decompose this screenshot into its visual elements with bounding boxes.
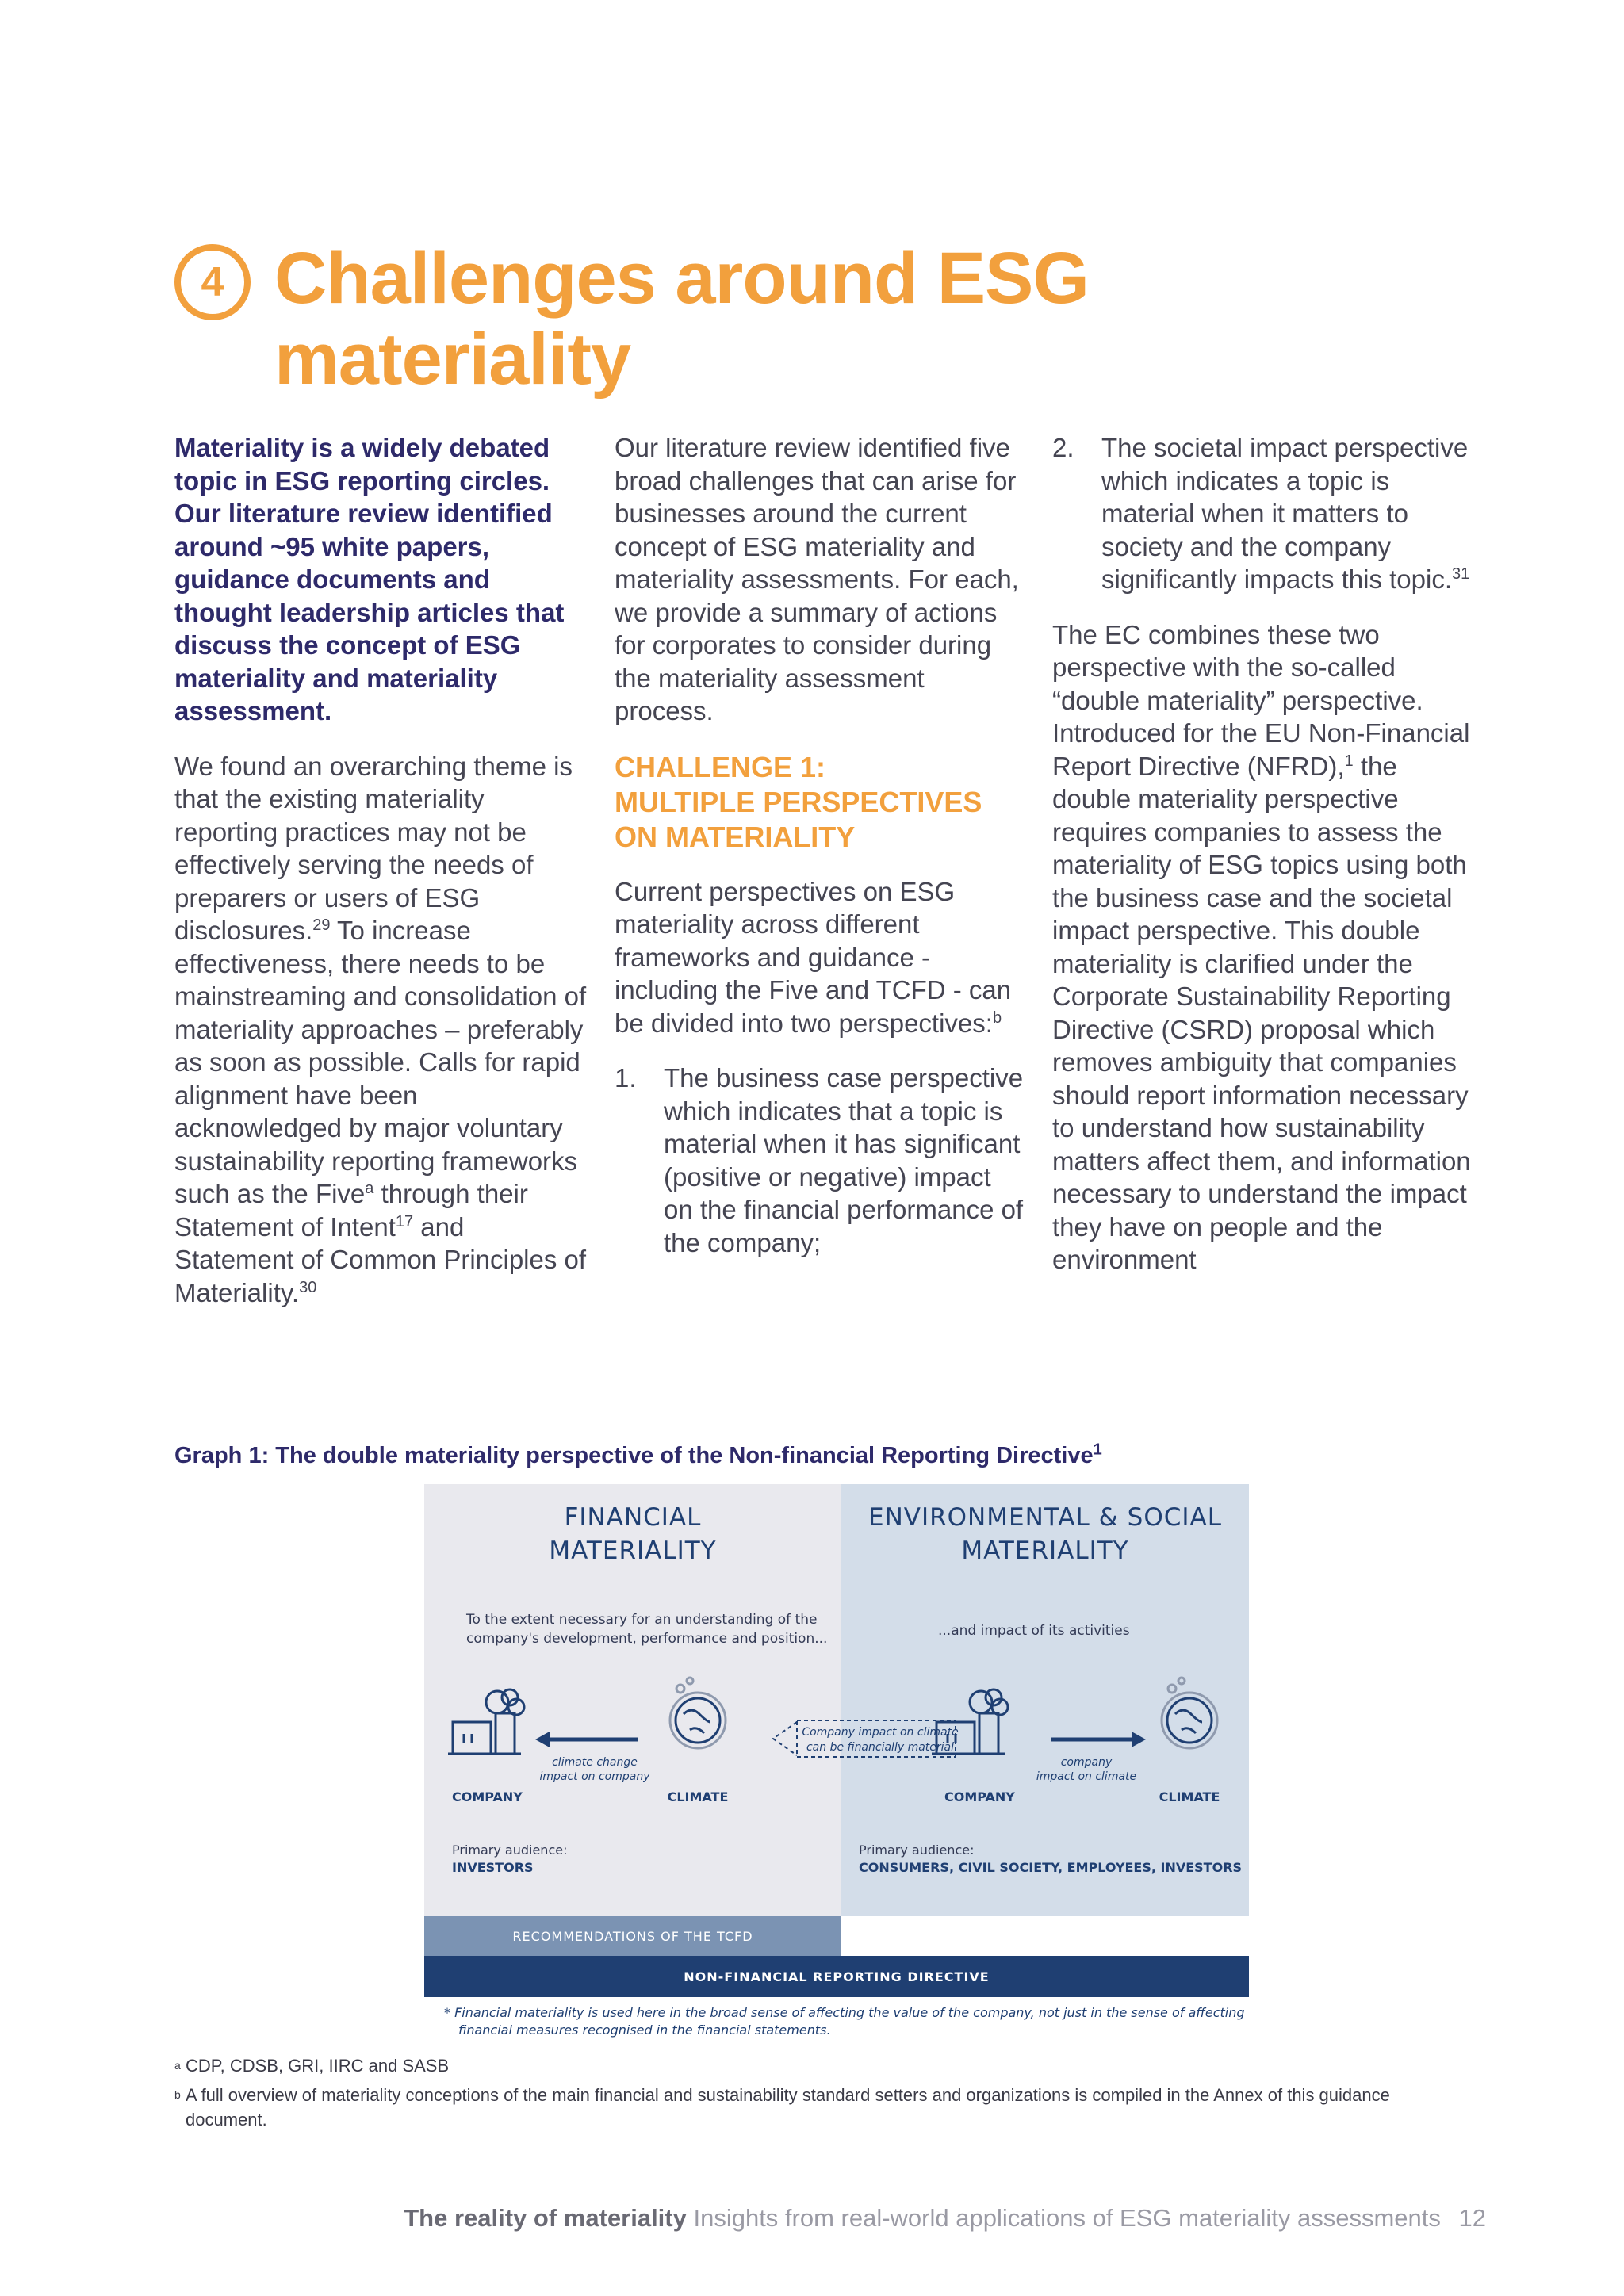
challenge-heading-line: ON MATERIALITY	[615, 820, 856, 853]
right-audience: CONSUMERS, CIVIL SOCIETY, EMPLOYEES, INVESTORS	[859, 1860, 1243, 1875]
text-run: the double materiality perspective requires companies to assess the materiality of ESG topics using both the business case and the societal impact perspective. This double materiality is clarified under the Corporate Sustainability Reporting Directive (CSRD) proposal which removes ambiguity that companies should report information necessary to understand how sustainability matters affect them, and information necessary to understand the impact they have on people and the environment	[1052, 751, 1471, 1274]
audience-label: Primary audience:	[859, 1843, 975, 1858]
footnote-marker: b	[992, 1008, 1002, 1027]
tcfd-bar-label: RECOMMENDATIONS OF THE TCFD	[512, 1929, 753, 1944]
footnote	[174, 2083, 1443, 2132]
reference-marker: 30	[299, 1278, 317, 1296]
title-line-2: materiality	[274, 319, 631, 400]
list-number: 1.	[615, 1063, 637, 1093]
text-run: To increase effectiveness, there needs to be mainstreaming and consolidation of materiality approaches – preferably as soon as possible. Calls for rapid alignment have been acknowledged by major voluntary sustainability reporting frameworks such as the Five	[174, 916, 587, 1208]
climate-label: CLIMATE	[667, 1789, 729, 1804]
left-audience: INVESTORS	[452, 1860, 534, 1875]
arrow-right-label: company	[1060, 1756, 1113, 1769]
reference-marker: 17	[395, 1212, 414, 1230]
arrow-left-label: climate change	[552, 1756, 638, 1769]
footnote-text: A full overview of materiality conceptions of the main financial and sustainability standard setters and organizations is compiled in the Annex of this guidance document.	[186, 2085, 1390, 2130]
list-number: 2.	[1052, 433, 1074, 462]
audience-label: Primary audience:	[452, 1843, 568, 1858]
dashed-box-label: can be financially material	[806, 1741, 955, 1754]
company-label: COMPANY	[944, 1789, 1015, 1804]
financial-description: company's development, performance and position...	[466, 1631, 828, 1647]
climate-label: CLIMATE	[1159, 1789, 1220, 1804]
arrow-left-label: impact on company	[539, 1770, 650, 1783]
page-title	[274, 238, 1089, 400]
body-paragraph: Our literature review identified five broad challenges that can arise for businesses around the current concept of ESG materiality and materiality assessments. For each, we provide a summary of actions for corporates to consider during the materiality assessment process.	[615, 433, 1019, 725]
column-1	[174, 431, 587, 1331]
text-run: Graph 1: The double materiality perspective of the Non-financial Reporting Directive	[174, 1443, 1094, 1468]
graph-caption	[174, 1443, 1102, 1469]
graph-note	[444, 2004, 1245, 2039]
note-line: financial measures recognised in the financial statements.	[458, 2022, 831, 2038]
text-run: through their Statement of Intent	[174, 1179, 528, 1242]
column-3	[1052, 431, 1473, 1299]
nfrd-bar-label: NON-FINANCIAL REPORTING DIRECTIVE	[684, 1969, 990, 1984]
reference-marker: 29	[312, 916, 331, 934]
footnote-marker: b	[174, 2088, 181, 2101]
environmental-title-line: ENVIRONMENTAL & SOCIAL	[868, 1503, 1223, 1532]
text-run: The societal impact perspective which indicates a topic is material when it matters to society and the company significantly impacts this topic.	[1101, 433, 1469, 594]
company-label: COMPANY	[452, 1789, 523, 1804]
arrow-right-label: impact on climate	[1036, 1770, 1137, 1783]
list-item-text: The business case perspective which indicates that a topic is material when it has significant (positive or negative) impact on the financial performance of the company;	[664, 1063, 1024, 1257]
list-item	[615, 1062, 1027, 1259]
footnotes	[174, 2053, 1443, 2137]
page-footer	[404, 2204, 1486, 2233]
body-paragraph	[615, 875, 1027, 1040]
text-run: Current perspectives on ESG materiality across different frameworks and guidance - including the Five and TCFD - can be divided into two perspectives:	[615, 876, 1012, 1038]
footer-subtitle: Insights from real-world applications of ESG materiality assessments	[686, 2204, 1441, 2232]
footer-title: The reality of materiality	[404, 2204, 687, 2232]
footnote	[174, 2053, 1443, 2078]
body-paragraph	[1052, 618, 1473, 1276]
challenge-heading	[615, 750, 1027, 855]
challenge-heading-line: CHALLENGE 1:	[615, 750, 826, 783]
body-paragraph	[174, 750, 587, 1310]
environmental-description: ...and impact of its activities	[938, 1623, 1130, 1639]
text-run: We found an overarching theme is that the existing materiality reporting practices may not be effectively serving the needs of preparers or users of ESG disclosures.	[174, 751, 573, 945]
note-line: Financial materiality is used here in the broad sense of affecting the value of the company, not just in the sense of affecting	[454, 2005, 1245, 2020]
list-item	[1052, 431, 1473, 596]
note-marker: *	[444, 2005, 450, 2020]
environmental-title-line: MATERIALITY	[961, 1536, 1129, 1565]
title-line-1: Challenges around ESG	[274, 238, 1089, 319]
section-heading	[174, 238, 1089, 400]
double-materiality-diagram	[424, 1484, 1249, 1999]
financial-description: To the extent necessary for an understanding of the	[466, 1612, 818, 1628]
page-number: 12	[1458, 2204, 1486, 2232]
column-2	[615, 431, 1027, 1281]
lead-paragraph: Materiality is a widely debated topic in ESG reporting circles. Our literature review identified around ~95 white papers, guidance documents and thought leadership articles that discuss the concept of ESG materiality and materiality assessment.	[174, 433, 565, 725]
footnote-marker: a	[174, 2059, 181, 2072]
footnote-marker: a	[365, 1180, 374, 1197]
reference-marker: 1	[1344, 752, 1354, 770]
financial-title-line: FINANCIAL	[564, 1503, 702, 1532]
list-item-text	[1101, 431, 1473, 596]
financial-title-line: MATERIALITY	[549, 1536, 717, 1565]
footnote-text: CDP, CDSB, GRI, IIRC and SASB	[186, 2056, 450, 2076]
text-run: and Statement of Common Principles of Materiality.	[174, 1211, 587, 1307]
challenge-heading-line: MULTIPLE PERSPECTIVES	[615, 785, 982, 818]
reference-marker: 31	[1452, 565, 1470, 583]
reference-marker: 1	[1093, 1441, 1102, 1459]
dashed-box-label: Company impact on climate	[802, 1726, 959, 1739]
section-number-badge: 4	[174, 244, 251, 320]
text-run: The EC combines these two perspective with the so-called “double materiality” perspective. Introduced for the EU Non-Financial Report Directive (NFRD),	[1052, 619, 1470, 781]
